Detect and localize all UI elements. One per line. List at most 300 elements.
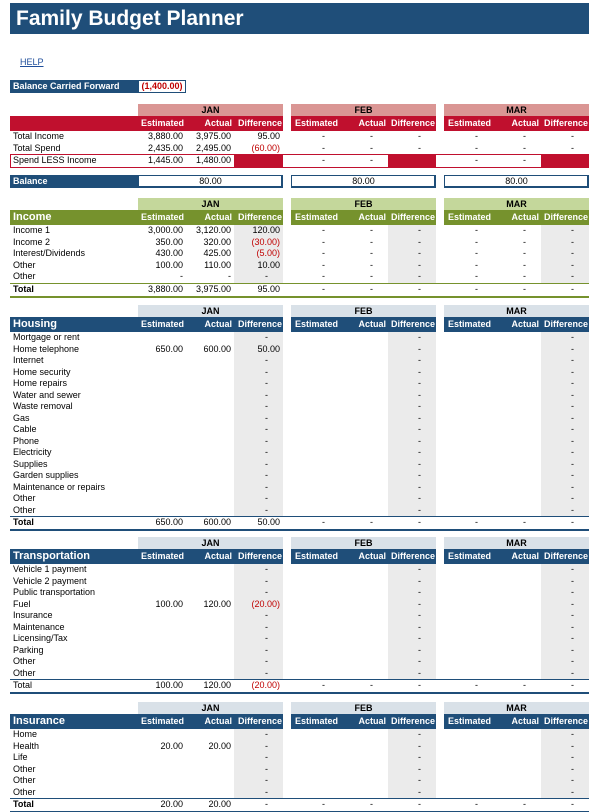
col-header-actual: Actual: [204, 551, 232, 561]
insurance-total-dash: -: [523, 799, 526, 809]
month-label: MAR: [506, 105, 527, 115]
col-header-estimated: Estimated: [140, 118, 184, 128]
transportation-row-label: Fuel: [13, 598, 31, 609]
summary-dash: -: [571, 143, 574, 153]
col-header-difference: Difference: [543, 212, 588, 222]
income-total-difference: 95.00: [257, 283, 280, 294]
col-header-estimated: Estimated: [294, 319, 338, 329]
housing-dash: -: [571, 504, 574, 515]
income-dash: -: [418, 236, 421, 247]
summary-row-label: Spend LESS Income: [13, 155, 97, 165]
income-dash[interactable]: -: [370, 259, 373, 270]
housing-dash: -: [418, 424, 421, 434]
housing-dash: -: [418, 401, 421, 411]
housing-row-label: Maintenance or repairs: [13, 481, 106, 492]
housing-difference: -: [265, 332, 268, 342]
housing-row-label: Waste removal: [13, 401, 73, 411]
col-header-estimated: Estimated: [140, 212, 184, 222]
col-header-actual: Actual: [511, 118, 539, 128]
insurance-row-label: Health: [13, 740, 40, 751]
housing-row-label: Mortgage or rent: [13, 332, 80, 342]
housing-difference: -: [265, 447, 268, 457]
help-link[interactable]: HELP: [20, 57, 44, 67]
transportation-dash: -: [418, 587, 421, 597]
insurance-difference: -: [265, 752, 268, 762]
income-row-label: Interest/Dividends: [13, 248, 86, 258]
housing-row-label: Other: [13, 493, 36, 503]
col-header-actual: Actual: [204, 212, 232, 222]
housing-row-label: Electricity: [13, 447, 52, 457]
income-dash[interactable]: -: [322, 236, 325, 247]
income-total-dash: -: [322, 283, 325, 294]
col-header-actual: Actual: [204, 319, 232, 329]
summary-estimated: 1,445.00: [147, 155, 183, 165]
income-dash: -: [571, 225, 574, 235]
col-header-actual: Actual: [511, 716, 539, 726]
insurance-dash: -: [418, 740, 421, 751]
housing-dash: -: [571, 366, 574, 377]
income-difference: -: [265, 271, 268, 281]
col-header-difference: Difference: [237, 551, 282, 561]
col-header-difference: Difference: [390, 118, 435, 128]
month-label: JAN: [201, 199, 220, 209]
housing-dash: -: [418, 389, 421, 400]
insurance-difference: -: [265, 763, 268, 774]
transportation-actual[interactable]: 120.00: [203, 598, 231, 609]
transportation-total-dash: -: [370, 680, 373, 690]
housing-total-difference: 50.00: [257, 517, 280, 527]
summary-actual: 1,480.00: [195, 155, 231, 165]
transportation-difference: -: [265, 610, 268, 620]
income-difference: (5.00): [256, 248, 280, 258]
transportation-dash: -: [571, 633, 574, 643]
transportation-dash: -: [571, 598, 574, 609]
insurance-row-label: Other: [13, 763, 36, 774]
housing-row-label: Garden supplies: [13, 470, 79, 480]
col-header-difference: Difference: [237, 212, 282, 222]
income-actual[interactable]: 110.00: [204, 259, 231, 270]
insurance-dash: -: [571, 729, 574, 739]
month-label: JAN: [201, 306, 220, 316]
transportation-row-label: Public transportation: [13, 587, 96, 597]
income-estimated[interactable]: 430.00: [155, 248, 183, 258]
transportation-dash: -: [418, 656, 421, 666]
summary-dash: -: [475, 131, 478, 141]
col-header-estimated: Estimated: [294, 551, 338, 561]
income-dash[interactable]: -: [370, 248, 373, 258]
housing-dash: -: [571, 378, 574, 388]
housing-row-label: Home repairs: [13, 378, 68, 388]
income-estimated[interactable]: 350.00: [155, 236, 183, 247]
col-header-difference: Difference: [390, 212, 435, 222]
income-dash[interactable]: -: [370, 225, 373, 235]
housing-row-label: Supplies: [13, 458, 48, 469]
insurance-dash: -: [418, 763, 421, 774]
spend-less-income-diff-cell: [388, 155, 436, 167]
income-dash[interactable]: -: [322, 259, 325, 270]
income-total-dash: -: [523, 283, 526, 294]
housing-difference: -: [265, 378, 268, 388]
month-label: JAN: [201, 703, 220, 713]
summary-actual: 2,495.00: [195, 143, 231, 153]
col-header-estimated: Estimated: [294, 118, 338, 128]
total-bottom-line-housing: [10, 529, 589, 531]
housing-dash: -: [418, 366, 421, 377]
income-dash: -: [418, 248, 421, 258]
housing-total-label: Total: [13, 517, 34, 527]
income-total-actual: 3,975.00: [195, 283, 231, 294]
income-estimated[interactable]: -: [180, 271, 183, 281]
income-actual[interactable]: -: [228, 271, 231, 281]
income-dash[interactable]: -: [322, 271, 325, 281]
col-header-actual: Actual: [358, 716, 386, 726]
transportation-dash: -: [418, 621, 421, 632]
housing-section-title: Housing: [13, 318, 57, 330]
transportation-difference: -: [265, 667, 268, 678]
insurance-dash: -: [418, 786, 421, 797]
housing-row-label: Other: [13, 504, 36, 515]
insurance-dash: -: [571, 786, 574, 797]
housing-difference: 50.00: [257, 343, 280, 354]
housing-difference: -: [265, 355, 268, 365]
income-dash: -: [571, 259, 574, 270]
insurance-total-dash: -: [571, 799, 574, 809]
col-header-difference: Difference: [543, 118, 588, 128]
balance-carried-forward-label: Balance Carried Forward: [10, 80, 138, 93]
income-dash: -: [571, 271, 574, 281]
insurance-total-estimated: 20.00: [160, 799, 183, 809]
housing-dash: -: [418, 458, 421, 469]
transportation-dash: -: [571, 575, 574, 586]
housing-difference: -: [265, 412, 268, 423]
month-label: JAN: [201, 538, 220, 548]
income-dash[interactable]: -: [475, 236, 478, 247]
col-header-actual: Actual: [204, 118, 232, 128]
col-header-difference: Difference: [237, 319, 282, 329]
month-label: FEB: [354, 199, 373, 209]
housing-dash: -: [571, 389, 574, 400]
col-header-difference: Difference: [390, 319, 435, 329]
insurance-dash: -: [418, 752, 421, 762]
col-header-estimated: Estimated: [447, 716, 491, 726]
insurance-total-dash: -: [370, 799, 373, 809]
col-header-difference: Difference: [543, 319, 588, 329]
housing-dash: -: [571, 424, 574, 434]
transportation-estimated[interactable]: 100.00: [155, 598, 183, 609]
housing-dash: -: [418, 343, 421, 354]
summary-dash: -: [322, 155, 325, 165]
transportation-dash: -: [571, 667, 574, 678]
housing-difference: -: [265, 435, 268, 446]
transportation-dash: -: [571, 564, 574, 574]
spend-less-income-label-border: [10, 154, 11, 168]
col-header-estimated: Estimated: [447, 319, 491, 329]
housing-dash: -: [571, 332, 574, 342]
transportation-total-dash: -: [523, 680, 526, 690]
col-header-estimated: Estimated: [140, 716, 184, 726]
spend-less-income-diff-cell: [541, 155, 589, 167]
income-dash[interactable]: -: [475, 259, 478, 270]
transportation-dash: -: [571, 610, 574, 620]
insurance-row-label: Life: [13, 752, 28, 762]
page-title: Family Budget Planner: [16, 7, 244, 30]
insurance-difference: -: [265, 740, 268, 751]
housing-total-dash: -: [370, 517, 373, 527]
housing-dash: -: [418, 493, 421, 503]
col-header-estimated: Estimated: [294, 212, 338, 222]
transportation-difference: -: [265, 564, 268, 574]
summary-actual: 3,975.00: [195, 131, 231, 141]
housing-difference: -: [265, 470, 268, 480]
housing-total-dash: -: [523, 517, 526, 527]
income-total-dash: -: [475, 283, 478, 294]
transportation-difference: -: [265, 633, 268, 643]
col-header-actual: Actual: [358, 551, 386, 561]
income-dash: -: [571, 248, 574, 258]
housing-dash: -: [571, 481, 574, 492]
income-difference: (30.00): [251, 236, 280, 247]
transportation-total-actual: 120.00: [203, 680, 231, 690]
transportation-dash: -: [418, 564, 421, 574]
balance-carried-forward-value[interactable]: (1,400.00): [138, 80, 186, 93]
summary-dash: -: [418, 143, 421, 153]
income-dash[interactable]: -: [475, 225, 478, 235]
housing-dash: -: [418, 447, 421, 457]
spend-less-income-diff-cell: [234, 155, 283, 167]
housing-dash: -: [418, 378, 421, 388]
total-bottom-line-income: [10, 296, 589, 298]
spend-less-income-top-line: [10, 154, 589, 155]
summary-dash: -: [370, 155, 373, 165]
transportation-difference: -: [265, 575, 268, 586]
housing-dash: -: [571, 447, 574, 457]
income-section-title: Income: [13, 211, 52, 223]
insurance-section-title: Insurance: [13, 715, 65, 727]
insurance-difference: -: [265, 786, 268, 797]
summary-dash: -: [475, 143, 478, 153]
transportation-dash: -: [418, 575, 421, 586]
transportation-total-dash: -: [475, 680, 478, 690]
col-header-difference: Difference: [237, 716, 282, 726]
housing-row-label: Gas: [13, 412, 30, 423]
housing-total-dash: -: [418, 517, 421, 527]
insurance-estimated[interactable]: 20.00: [160, 740, 183, 751]
transportation-difference: (20.00): [251, 598, 280, 609]
insurance-dash: -: [571, 763, 574, 774]
insurance-total-dash: -: [475, 799, 478, 809]
transportation-dash: -: [571, 587, 574, 597]
income-row-label: Other: [13, 259, 36, 270]
col-header-actual: Actual: [358, 319, 386, 329]
col-header-actual: Actual: [511, 212, 539, 222]
col-header-estimated: Estimated: [140, 319, 184, 329]
income-difference: 10.00: [257, 259, 280, 270]
insurance-total-actual: 20.00: [208, 799, 231, 809]
income-dash[interactable]: -: [523, 259, 526, 270]
income-total-dash: -: [370, 283, 373, 294]
transportation-row-label: Other: [13, 656, 36, 666]
income-dash[interactable]: -: [523, 236, 526, 247]
income-dash[interactable]: -: [322, 248, 325, 258]
transportation-row-label: Vehicle 1 payment: [13, 564, 87, 574]
transportation-dash: -: [418, 610, 421, 620]
income-total-estimated: 3,880.00: [147, 283, 183, 294]
housing-dash: -: [418, 435, 421, 446]
insurance-total-difference: -: [265, 799, 268, 809]
insurance-dash: -: [418, 775, 421, 785]
insurance-difference: -: [265, 729, 268, 739]
summary-estimated: 2,435.00: [147, 143, 183, 153]
transportation-total-dash: -: [322, 680, 325, 690]
income-dash[interactable]: -: [523, 248, 526, 258]
housing-dash: -: [571, 458, 574, 469]
income-dash[interactable]: -: [475, 271, 478, 281]
transportation-section-title: Transportation: [13, 550, 91, 562]
transportation-dash: -: [418, 644, 421, 655]
transportation-total-estimated: 100.00: [155, 680, 183, 690]
summary-difference: 95.00: [257, 131, 280, 141]
balance-value[interactable]: 80.00: [352, 176, 375, 186]
housing-estimated[interactable]: 650.00: [155, 343, 183, 354]
transportation-dash: -: [571, 644, 574, 655]
col-header-difference: Difference: [237, 118, 282, 128]
col-header-band-summary-label: [10, 116, 138, 131]
housing-difference: -: [265, 481, 268, 492]
income-row-label: Income 1: [13, 225, 51, 235]
col-header-estimated: Estimated: [447, 118, 491, 128]
insurance-row-label: Other: [13, 786, 36, 797]
housing-total-estimated: 650.00: [155, 517, 183, 527]
housing-difference: -: [265, 424, 268, 434]
transportation-difference: -: [265, 587, 268, 597]
col-header-difference: Difference: [390, 716, 435, 726]
summary-estimated: 3,880.00: [147, 131, 183, 141]
summary-dash: -: [475, 155, 478, 165]
col-header-difference: Difference: [390, 551, 435, 561]
housing-difference: -: [265, 504, 268, 515]
housing-dash: -: [571, 470, 574, 480]
transportation-row-label: Other: [13, 667, 36, 678]
month-label: MAR: [506, 199, 527, 209]
transportation-dash: -: [571, 656, 574, 666]
total-bottom-line-transportation: [10, 692, 589, 694]
housing-dash: -: [418, 355, 421, 365]
col-header-estimated: Estimated: [140, 551, 184, 561]
col-header-difference: Difference: [543, 716, 588, 726]
transportation-row-label: Licensing/Tax: [13, 633, 68, 643]
income-dash[interactable]: -: [523, 225, 526, 235]
summary-difference: (60.00): [251, 143, 280, 153]
income-dash: -: [418, 271, 421, 281]
housing-row-label: Cable: [13, 424, 37, 434]
summary-dash: -: [370, 131, 373, 141]
housing-total-dash: -: [322, 517, 325, 527]
income-dash: -: [571, 236, 574, 247]
transportation-total-dash: -: [571, 680, 574, 690]
month-label: MAR: [506, 306, 527, 316]
housing-row-label: Phone: [13, 435, 40, 446]
housing-difference: -: [265, 401, 268, 411]
housing-total-dash: -: [475, 517, 478, 527]
spend-less-income-bottom-line: [10, 167, 589, 168]
housing-difference: -: [265, 493, 268, 503]
transportation-dash: -: [418, 667, 421, 678]
income-estimated[interactable]: 100.00: [155, 259, 183, 270]
insurance-actual[interactable]: 20.00: [208, 740, 231, 751]
housing-dash: -: [571, 412, 574, 423]
income-actual[interactable]: 3,120.00: [195, 225, 231, 235]
transportation-row-label: Parking: [13, 644, 44, 655]
col-header-actual: Actual: [204, 716, 232, 726]
insurance-dash: -: [571, 775, 574, 785]
housing-row-label: Internet: [13, 355, 44, 365]
income-dash[interactable]: -: [370, 236, 373, 247]
housing-row-label: Water and sewer: [13, 389, 81, 400]
housing-dash: -: [571, 493, 574, 503]
housing-dash: -: [418, 470, 421, 480]
month-label: FEB: [354, 105, 373, 115]
month-label: MAR: [506, 538, 527, 548]
income-actual[interactable]: 425.00: [203, 248, 231, 258]
transportation-row-label: Insurance: [13, 610, 53, 620]
balance-value[interactable]: 80.00: [505, 176, 528, 186]
housing-difference: -: [265, 458, 268, 469]
summary-dash: -: [370, 143, 373, 153]
housing-difference: -: [265, 366, 268, 377]
summary-row-label: Total Spend: [13, 143, 61, 153]
transportation-dash: -: [571, 621, 574, 632]
summary-dash: -: [523, 155, 526, 165]
summary-dash: -: [322, 143, 325, 153]
transportation-row-label: Vehicle 2 payment: [13, 575, 87, 586]
col-header-estimated: Estimated: [447, 212, 491, 222]
income-row-label: Other: [13, 271, 36, 281]
income-total-label: Total: [13, 283, 34, 294]
income-dash: -: [418, 225, 421, 235]
col-header-difference: Difference: [543, 551, 588, 561]
insurance-dash: -: [571, 740, 574, 751]
income-dash[interactable]: -: [322, 225, 325, 235]
summary-dash: -: [418, 131, 421, 141]
balance-value[interactable]: 80.00: [199, 176, 222, 186]
income-dash[interactable]: -: [370, 271, 373, 281]
income-dash: -: [418, 259, 421, 270]
income-dash[interactable]: -: [523, 271, 526, 281]
month-label: JAN: [201, 105, 220, 115]
income-dash[interactable]: -: [475, 248, 478, 258]
housing-row-label: Home security: [13, 366, 71, 377]
housing-dash: -: [571, 355, 574, 365]
housing-actual[interactable]: 600.00: [203, 343, 231, 354]
income-estimated[interactable]: 3,000.00: [147, 225, 183, 235]
transportation-difference: -: [265, 656, 268, 666]
insurance-total-dash: -: [322, 799, 325, 809]
balance-label: Balance: [13, 176, 48, 186]
income-row-label: Income 2: [13, 236, 51, 247]
housing-dash: -: [571, 435, 574, 446]
housing-dash: -: [418, 332, 421, 342]
housing-difference: -: [265, 389, 268, 400]
summary-dash: -: [322, 131, 325, 141]
housing-dash: -: [571, 401, 574, 411]
insurance-row-label: Other: [13, 775, 36, 785]
col-header-actual: Actual: [358, 118, 386, 128]
insurance-total-dash: -: [418, 799, 421, 809]
transportation-difference: -: [265, 644, 268, 655]
income-actual[interactable]: 320.00: [203, 236, 231, 247]
housing-dash: -: [418, 504, 421, 515]
housing-total-dash: -: [571, 517, 574, 527]
